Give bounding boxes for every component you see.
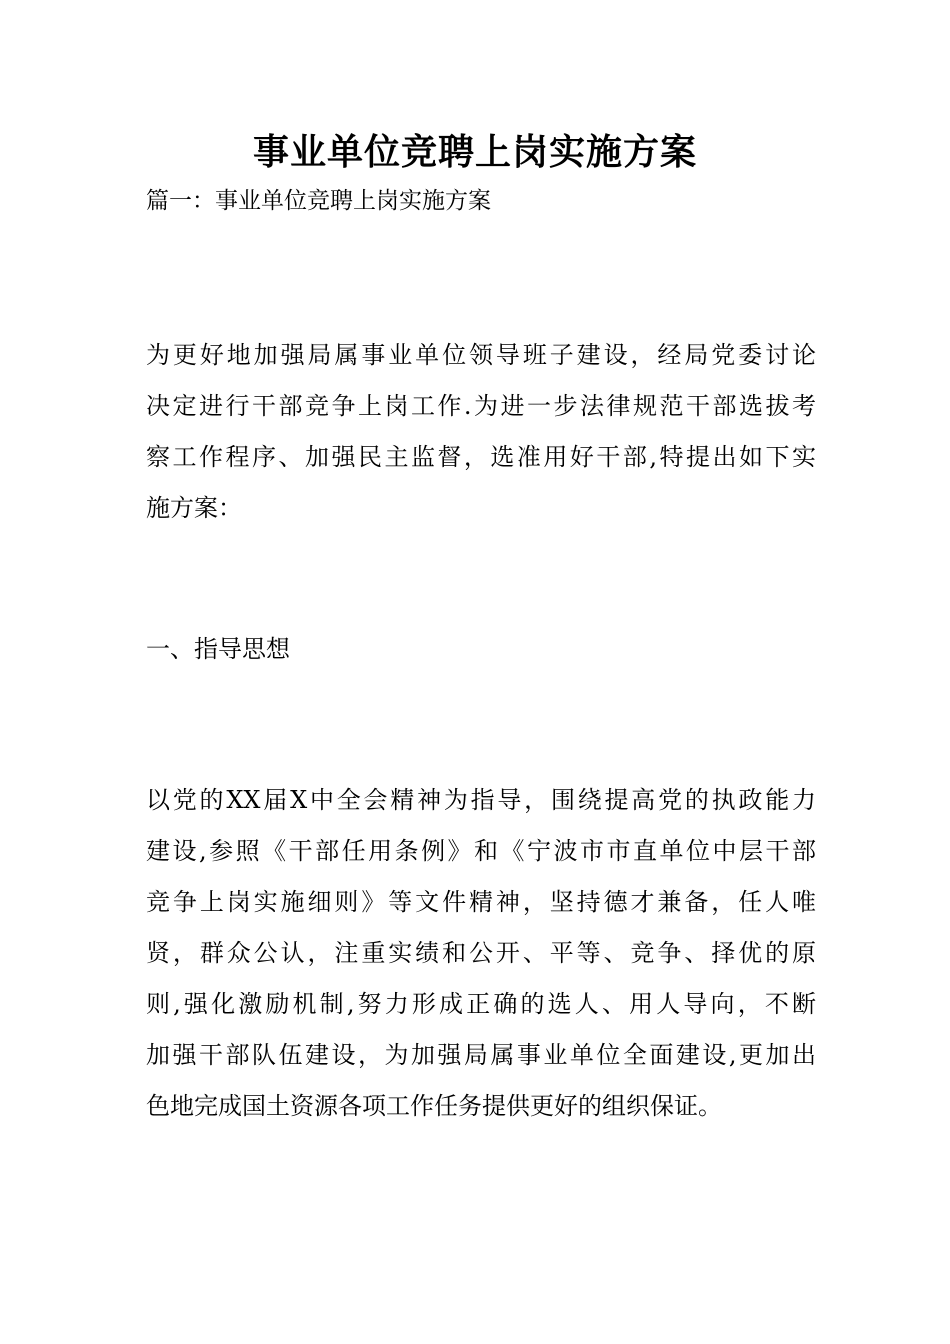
guideline-line: 色地完成国土资源各项工作任务提供更好的组织保证。: [146, 1092, 722, 1120]
guideline-line: 贤，群众公认，注重实绩和公开、平等、竞争、择优的原: [146, 939, 816, 967]
guideline-line: 以党的XX届X中全会精神为指导，围绕提高党的执政能力: [146, 786, 816, 814]
guideline-line: 竞争上岗实施细则》等文件精神，坚持德才兼备，任人唯: [146, 888, 816, 916]
guideline-line: 建设,参照《干部任用条例》和《宁波市市直单位中层干部: [146, 837, 816, 865]
intro-line: 察工作程序、加强民主监督，选准用好干部,特提出如下实: [146, 443, 816, 471]
document-title: 事业单位竞聘上岗实施方案: [252, 131, 697, 173]
intro-paragraph: [146, 330, 816, 534]
document-subtitle: 篇一：事业单位竞聘上岗实施方案: [146, 188, 491, 214]
intro-line: 施方案：: [146, 494, 242, 522]
intro-line: 决定进行干部竞争上岗工作.为进一步法律规范干部选拔考: [146, 392, 816, 420]
intro-line: 为更好地加强局属事业单位领导班子建设，经局党委讨论: [146, 341, 816, 369]
guideline-line: 则,强化激励机制,努力形成正确的选人、用人导向，不断: [146, 990, 816, 1018]
section-heading-text: 一、指导思想: [146, 635, 290, 663]
section-heading-guiding-thought: [146, 624, 816, 675]
guideline-line: 加强干部队伍建设，为加强局属事业单位全面建设,更加出: [146, 1041, 816, 1069]
guideline-paragraph: [146, 775, 816, 1132]
